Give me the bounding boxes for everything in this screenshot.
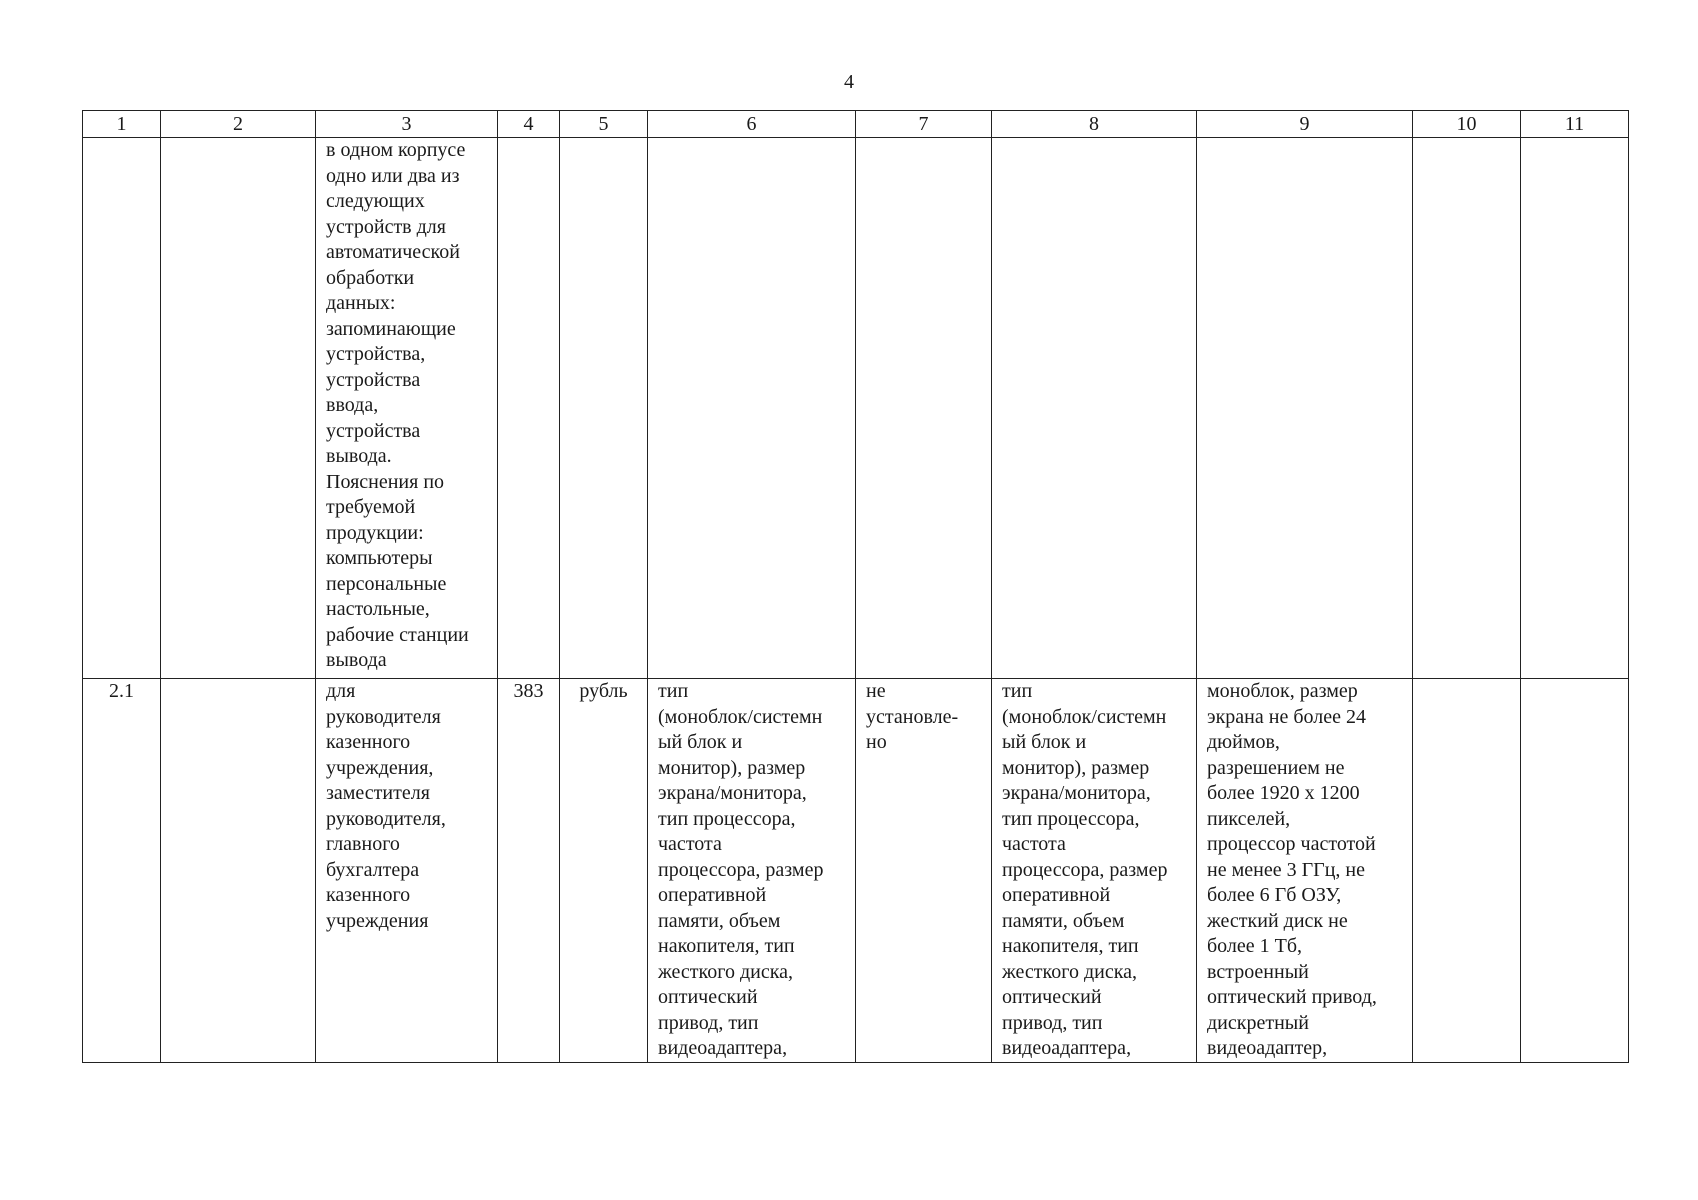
column-header: 6 (648, 111, 856, 138)
requirements-table (82, 110, 1629, 1063)
table-cell (1521, 679, 1629, 1063)
table-cell: тип (моноблок/системн ый блок и монитор), размер экрана/монитора, тип процессора, частота процессора, размер оперативной памяти, объем накопителя, тип жесткого диска, оптический привод, тип видеоадаптера, (992, 679, 1197, 1063)
table-cell (992, 138, 1197, 679)
table-cell: в одном корпусе одно или два из следующих устройств для автоматической обработки данных: запоминающие устройства, устройства ввода, устройства вывода. Пояснения по требуемой продукции: компьютеры персональные настольные, рабочие станции вывода (316, 138, 498, 679)
table-cell (1197, 138, 1413, 679)
table-cell: для руководителя казенного учреждения, заместителя руководителя, главного бухгалтера казенного учреждения (316, 679, 498, 1063)
column-header: 8 (992, 111, 1197, 138)
table-cell (83, 138, 161, 679)
table-cell (498, 138, 560, 679)
table-cell: рубль (560, 679, 648, 1063)
table-cell (161, 679, 316, 1063)
table-cell: 383 (498, 679, 560, 1063)
table-cell: не установле- но (856, 679, 992, 1063)
table-cell: моноблок, размер экрана не более 24 дюймов, разрешением не более 1920 х 1200 пикселей, процессор частотой не менее 3 ГГц, не более 6 Гб ОЗУ, жесткий диск не более 1 Тб, встроенный оптический привод, дискретный видеоадаптер, (1197, 679, 1413, 1063)
table-cell (648, 138, 856, 679)
column-header: 5 (560, 111, 648, 138)
table-cell (161, 138, 316, 679)
table-cell (1413, 138, 1521, 679)
column-header: 4 (498, 111, 560, 138)
table-row (83, 138, 1629, 679)
table-cell (856, 138, 992, 679)
table-cell (1413, 679, 1521, 1063)
table-cell: тип (моноблок/системн ый блок и монитор), размер экрана/монитора, тип процессора, частота процессора, размер оперативной памяти, объем накопителя, тип жесткого диска, оптический привод, тип видеоадаптера, (648, 679, 856, 1063)
page-number: 4 (844, 71, 854, 93)
column-number-row (83, 111, 1629, 138)
row-number-cell: 2.1 (83, 679, 161, 1063)
column-header: 2 (161, 111, 316, 138)
table-cell (1521, 138, 1629, 679)
table-cell (560, 138, 648, 679)
column-header: 7 (856, 111, 992, 138)
column-header: 9 (1197, 111, 1413, 138)
column-header: 3 (316, 111, 498, 138)
column-header: 10 (1413, 111, 1521, 138)
column-header: 1 (83, 111, 161, 138)
table-row (83, 679, 1629, 1063)
column-header: 11 (1521, 111, 1629, 138)
